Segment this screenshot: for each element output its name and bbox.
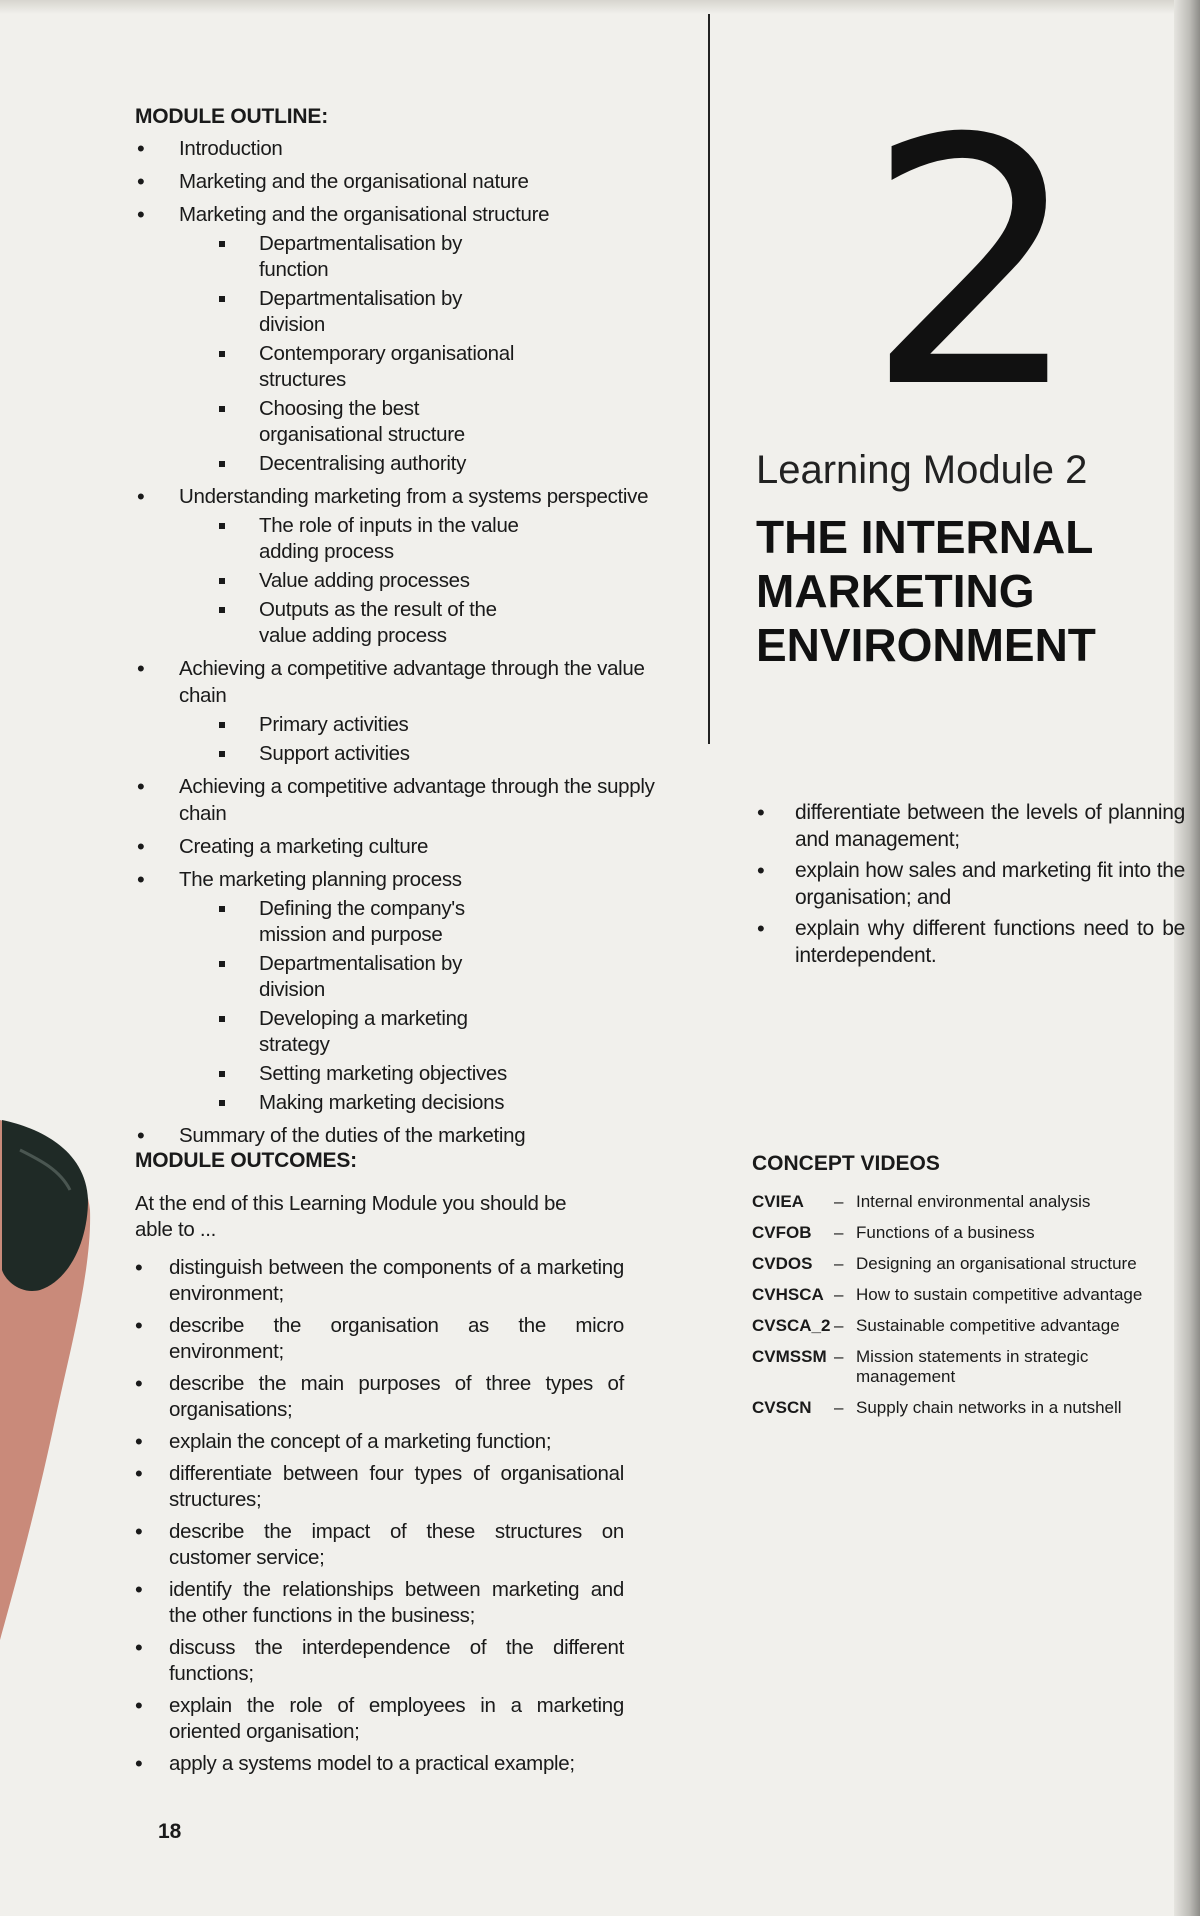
concept-video-code: CVIEA (752, 1192, 804, 1211)
concept-video-code: CVSCN (752, 1398, 812, 1417)
outline-item-label: • The marketing planning process (179, 868, 462, 891)
concept-video-row (752, 1398, 1182, 1418)
outline-item (135, 168, 655, 195)
dash-separator: – (834, 1398, 844, 1417)
outline-list (135, 135, 655, 1149)
outline-subitem: Decentralising authority (179, 451, 529, 477)
page-top-shadow (0, 0, 1200, 14)
outline-item-label: • Introduction (179, 137, 283, 160)
concept-video-row (752, 1223, 1182, 1243)
outline-item (135, 483, 655, 649)
module-title-line: ENVIRONMENT (756, 619, 1096, 671)
outcome-item: • describe the main purposes of three types of organisations; (135, 1371, 624, 1423)
outline-sublist (179, 513, 655, 649)
outline-sublist (179, 896, 655, 1116)
outcome-item: • explain the role of employees in a marketing oriented organisation; (135, 1693, 624, 1745)
outline-item (135, 1122, 655, 1149)
page-number: 18 (158, 1820, 182, 1843)
dash-separator: – (834, 1316, 844, 1335)
concept-video-description: Internal environmental analysis (856, 1192, 1091, 1211)
module-label: Learning Module 2 (756, 448, 1088, 492)
outline-subitem: Choosing the best organisational structure (179, 396, 529, 448)
outline-item (135, 866, 655, 1116)
finger-image (0, 1120, 100, 1640)
concept-video-row (752, 1316, 1182, 1336)
concept-videos (752, 1152, 1182, 1429)
outline-subitem: Outputs as the result of the value adding process (179, 597, 529, 649)
concept-video-row (752, 1254, 1182, 1274)
outline-subitem: Setting marketing objectives (179, 1061, 529, 1087)
dash-separator: – (834, 1347, 844, 1366)
concept-video-description: Designing an organisational structure (856, 1254, 1137, 1273)
concept-video-row (752, 1285, 1182, 1305)
outcome-item: • describe the impact of these structures on customer service; (135, 1519, 624, 1571)
outline-sublist (179, 231, 655, 477)
outline-subitem: Defining the company's mission and purpose (179, 896, 529, 948)
outline-item-label: • Achieving a competitive advantage through the supply chain (179, 775, 655, 825)
concept-video-row (752, 1347, 1182, 1387)
outline-item (135, 773, 655, 827)
outline-sublist (179, 712, 655, 767)
concept-video-description: How to sustain competitive advantage (856, 1285, 1143, 1304)
outcomes-intro: At the end of this Learning Module you should be able to ... (135, 1192, 567, 1241)
outline-subitem: Making marketing decisions (179, 1090, 529, 1116)
module-title (756, 510, 1096, 672)
concept-video-description: Supply chain networks in a nutshell (856, 1398, 1122, 1417)
outline-item-label: • Achieving a competitive advantage through the value chain (179, 657, 645, 707)
dash-separator: – (834, 1192, 844, 1211)
outcome-item: • describe the organisation as the micro environment; (135, 1313, 624, 1365)
outcome-item: • differentiate between four types of organisational structures; (135, 1461, 624, 1513)
outcome-item: • explain how sales and marketing fit into the organisation; and (755, 857, 1185, 911)
concept-videos-list (752, 1192, 1182, 1418)
outcome-item: • distinguish between the components of a marketing environment; (135, 1255, 624, 1307)
concept-video-description: Functions of a business (856, 1223, 1035, 1242)
outline-subitem: Departmentalisation by division (179, 286, 529, 338)
concept-video-code: CVSCA_2 (752, 1316, 831, 1335)
outline-item-label: • Summary of the duties of the marketing (179, 1124, 526, 1147)
concept-video-code: CVMSSM (752, 1347, 827, 1366)
concept-video-description: Sustainable competitive advantage (856, 1316, 1120, 1335)
outcome-item: • discuss the interdependence of the different functions; (135, 1635, 624, 1687)
concept-video-code: CVDOS (752, 1254, 813, 1273)
outline-subitem: Contemporary organisational structures (179, 341, 529, 393)
outline-subitem: Developing a marketing strategy (179, 1006, 529, 1058)
outline-heading: MODULE OUTLINE: (135, 105, 328, 128)
module-number: 2 (865, 67, 1082, 463)
outline-subitem: Departmentalisation by division (179, 951, 529, 1003)
concept-video-description: Mission statements in strategic management (856, 1347, 1089, 1386)
outline-subitem: Value adding processes (179, 568, 529, 594)
dash-separator: – (834, 1223, 844, 1242)
left-column (135, 105, 655, 1783)
outline-item (135, 201, 655, 477)
outcome-item: • explain why different functions need to be interdependent. (755, 915, 1185, 969)
outline-item-label: • Creating a marketing culture (179, 835, 429, 858)
outline-subitem: The role of inputs in the value adding process (179, 513, 529, 565)
concept-video-row (752, 1192, 1182, 1212)
column-divider (708, 14, 710, 744)
dash-separator: – (834, 1254, 844, 1273)
outline-item-label: • Marketing and the organisational nature (179, 170, 529, 193)
outcome-item: • explain the concept of a marketing function; (135, 1429, 624, 1455)
outcome-item: • apply a systems model to a practical example; (135, 1751, 624, 1777)
right-outcomes-list (755, 795, 1185, 973)
outline-item-label: • Marketing and the organisational structure (179, 203, 550, 226)
outline-item (135, 655, 655, 767)
concept-video-code: CVHSCA (752, 1285, 824, 1304)
module-title-line: THE INTERNAL (756, 511, 1094, 563)
outline-item (135, 833, 655, 860)
outcomes-heading: MODULE OUTCOMES: (135, 1149, 357, 1172)
outcome-item: • differentiate between the levels of planning and management; (755, 799, 1185, 853)
outline-subitem: Primary activities (179, 712, 529, 738)
module-title-line: MARKETING (756, 565, 1035, 617)
outline-subitem: Support activities (179, 741, 529, 767)
concept-video-code: CVFOB (752, 1223, 812, 1242)
dash-separator: – (834, 1285, 844, 1304)
outline-item (135, 135, 655, 162)
outline-item-label: • Understanding marketing from a systems perspective (179, 485, 649, 508)
outcomes-list (135, 1255, 655, 1777)
outcome-item: • identify the relationships between marketing and the other functions in the business; (135, 1577, 624, 1629)
concept-videos-heading: CONCEPT VIDEOS (752, 1152, 940, 1175)
outline-subitem: Departmentalisation by function (179, 231, 529, 283)
